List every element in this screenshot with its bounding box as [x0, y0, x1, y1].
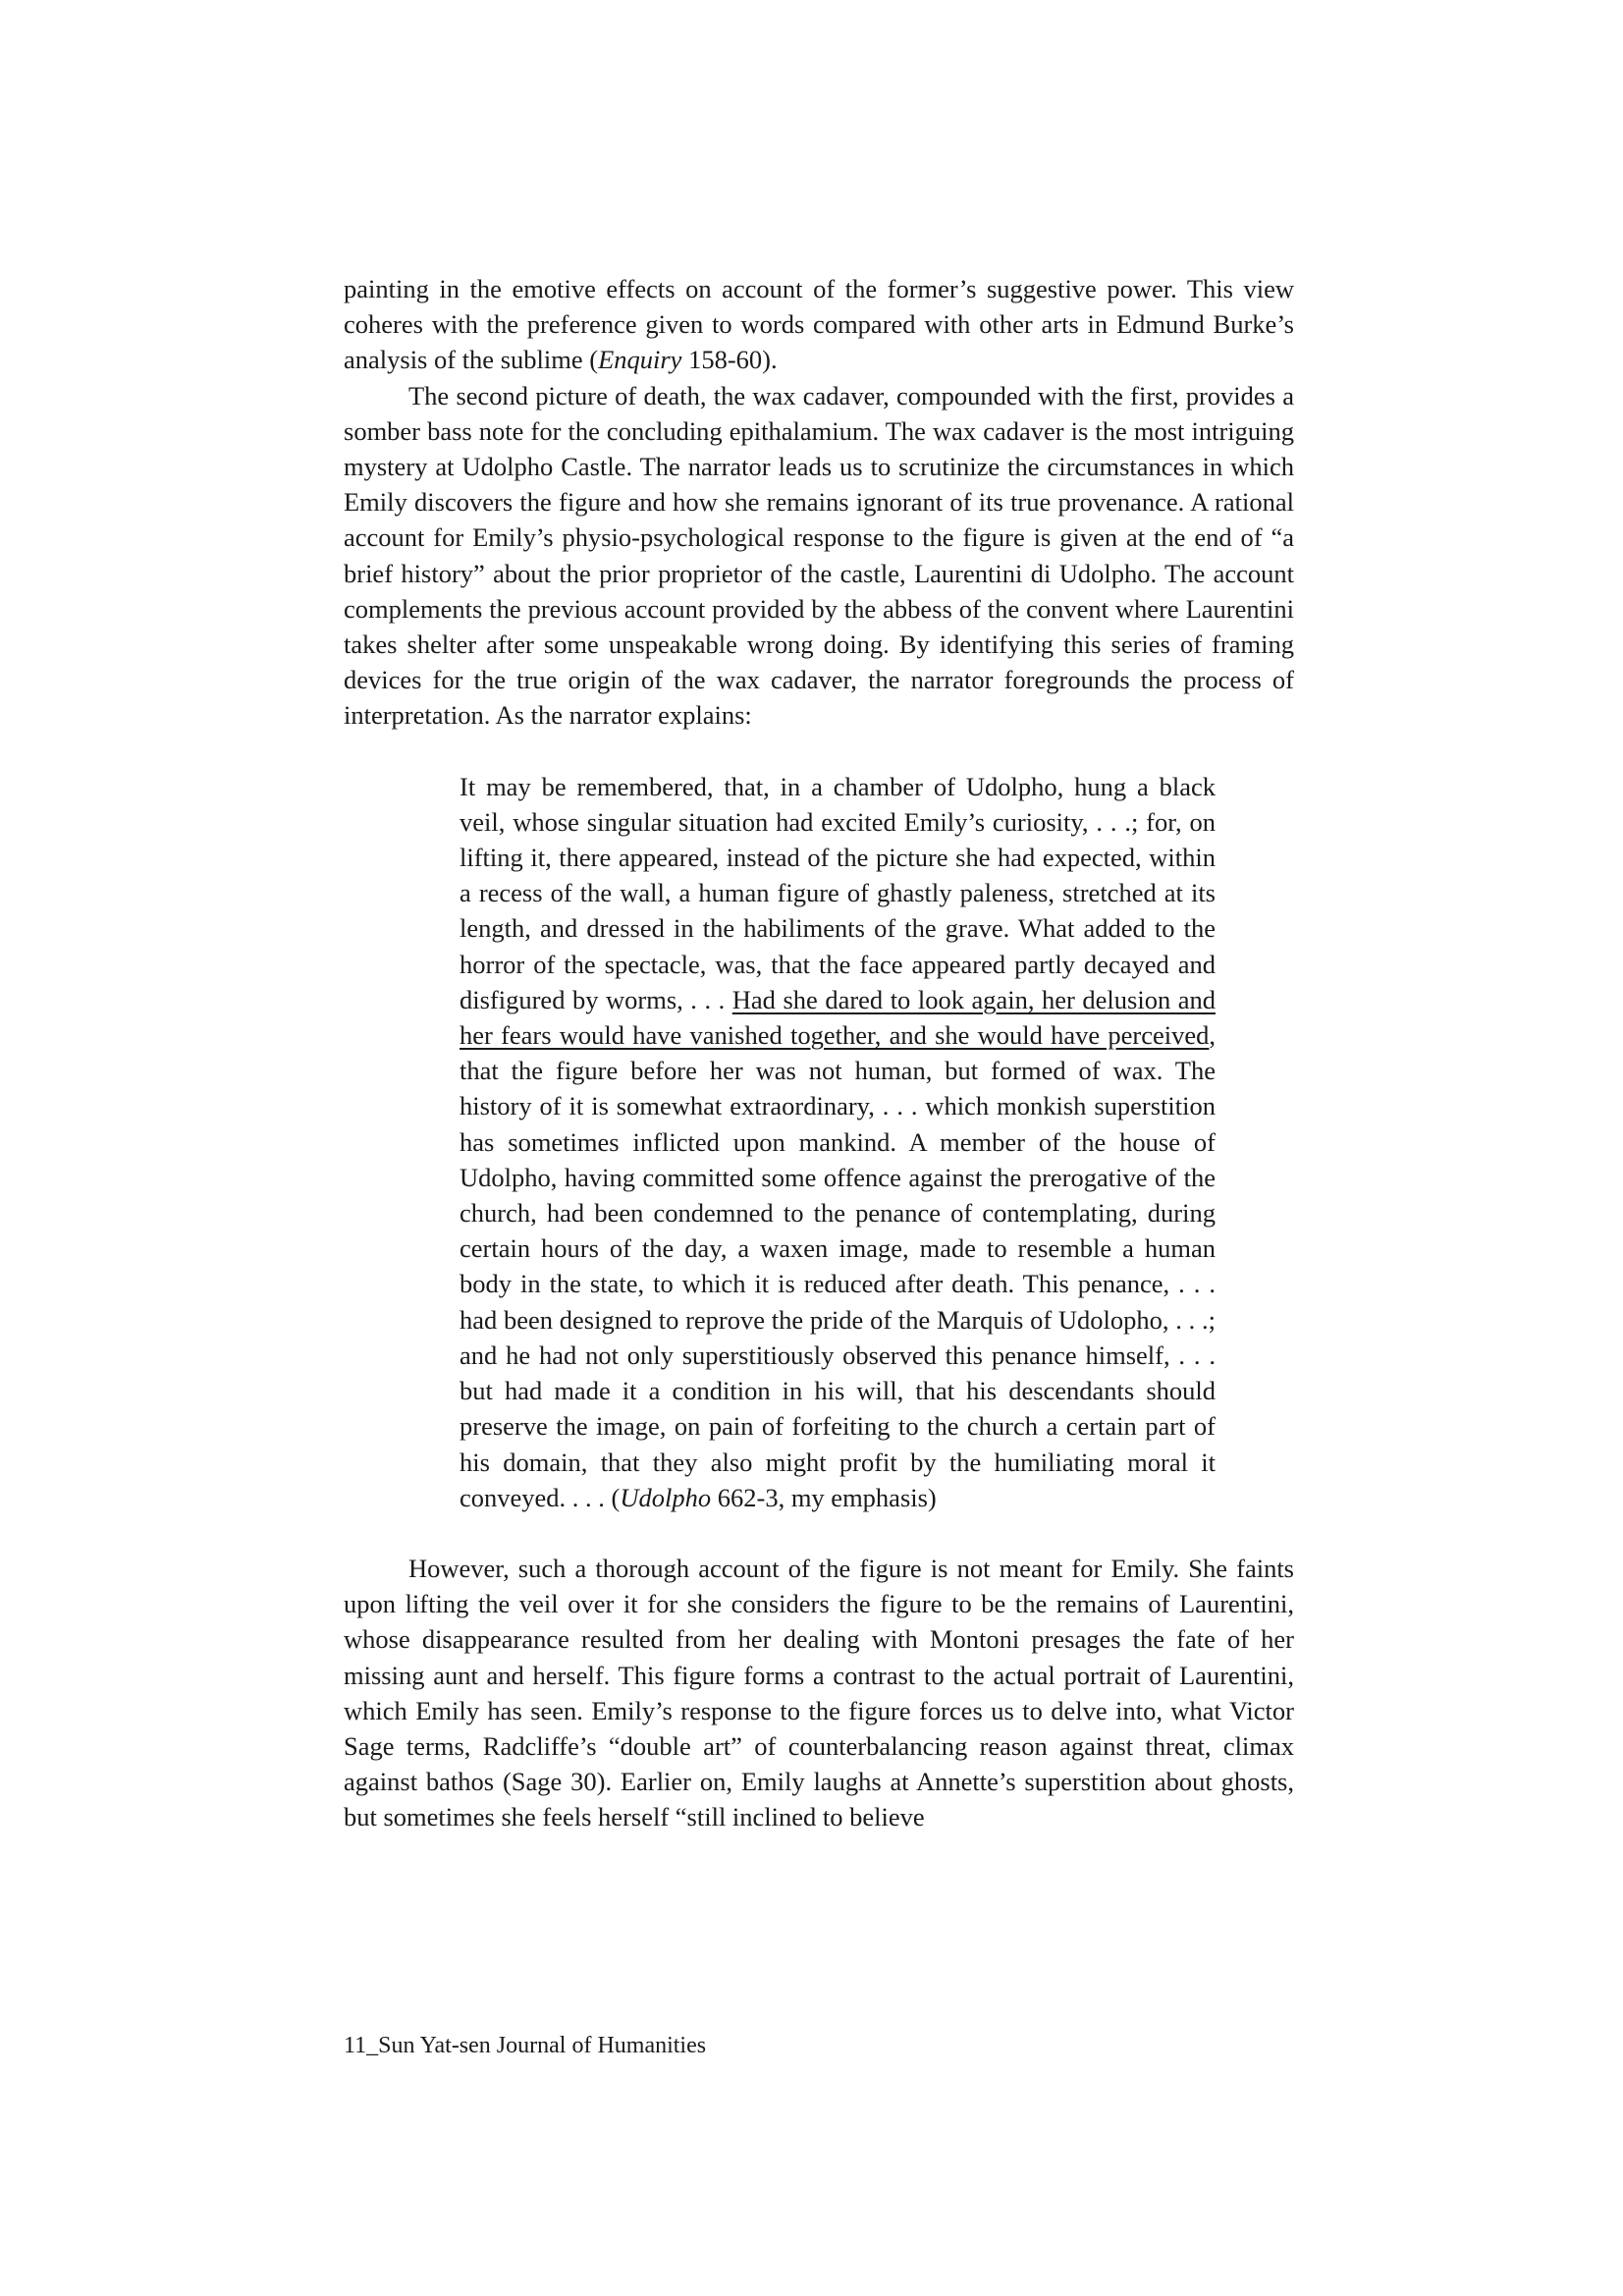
enquiry-title: Enquiry [598, 345, 682, 375]
paragraph-1-citation: 158-60). [681, 345, 778, 375]
paragraph-1-text: painting in the emotive effects on account of the former’s suggestive power. This view coheres with the preference given to words compared with other arts in Edmund Burke’s analysis of the sublime ( [344, 274, 1294, 375]
page-body [344, 271, 1294, 1835]
paragraph-3: However, such a thorough account of the figure is not meant for Emily. She faints upon lifting the veil over it for she considers the figure to be the remains of Laurentini, whose disappearance resulted from her dealing with Montoni presages the fate of her missing aunt and herself. This figure forms a contrast to the actual portrait of Laurentini, which Emily has seen. Emily’s response to the figure forces us to delve into, what Victor Sage terms, Radcliffe’s “double art” of counterbalancing reason against threat, climax against bathos (Sage 30). Earlier on, Emily laughs at Annette’s superstition about ghosts, but sometimes she feels herself “still inclined to believe [344, 1553, 1294, 1832]
block-quote-text [460, 769, 1216, 1515]
udolpho-title: Udolpho [620, 1482, 712, 1512]
running-footer: 11_Sun Yat-sen Journal of Humanities [344, 2033, 707, 2058]
paragraph-1 [344, 271, 1294, 378]
quote-text-start: It may be remembered, that, in a chamber of Udolpho, hung a black veil, whose singular situation had excited Emily’s curiosity, . . .; for, on lifting it, there appeared, instead of the picture she had expected, within a recess of the wall, a human figure of ghastly paleness, stretched at its length, and dressed in the habiliments of the grave. What added to the horror of the spectacle, was, that the face appeared partly decayed and disfigured by worms, . . . [460, 771, 1216, 1014]
paragraph-2: The second picture of death, the wax cadaver, compounded with the first, provides a somber bass note for the concluding epithalamium. The wax cadaver is the most intriguing mystery at Udolpho Castle. The narrator leads us to scrutinize the circumstances in which Emily discovers the figure and how she remains ignorant of its true provenance. A rational account for Emily’s physio-psychological response to the figure is given at the end of “a brief history” about the prior proprietor of the castle, Laurentini di Udolpho. The account complements the previous account provided by the abbess of the convent where Laurentini takes shelter after some unspeakable wrong doing. By identifying this series of framing devices for the true origin of the wax cadaver, the narrator foregrounds the process of interpretation. As the narrator explains: [344, 380, 1294, 731]
block-quote [460, 769, 1216, 1515]
quote-citation: 662-3, my emphasis) [711, 1482, 937, 1512]
quote-text-end: , that the figure before her was not human, but formed of wax. The history of it is somewhat extraordinary, . . . which monkish superstition has sometimes inflicted upon mankind. A member of the house of Udolpho, having committed some offence against the prerogative of the church, had been condemned to the penance of contemplating, during certain hours of the day, a waxen image, made to resemble a human body in the state, to which it is reduced after death. This penance, . . . had been designed to reprove the pride of the Marquis of Udolopho, . . .; and he had not only superstitiously observed this penance himself, . . . but had made it a condition in his will, that his descendants should preserve the image, on pain of forfeiting to the church a certain part of his domain, that they also might profit by the humiliating moral it conveyed. . . . ( [460, 1020, 1216, 1512]
quote-emphasis-underline: Had she dared to look again, her delusion and her fears would have vanished together, and she would have perceived [460, 984, 1216, 1051]
